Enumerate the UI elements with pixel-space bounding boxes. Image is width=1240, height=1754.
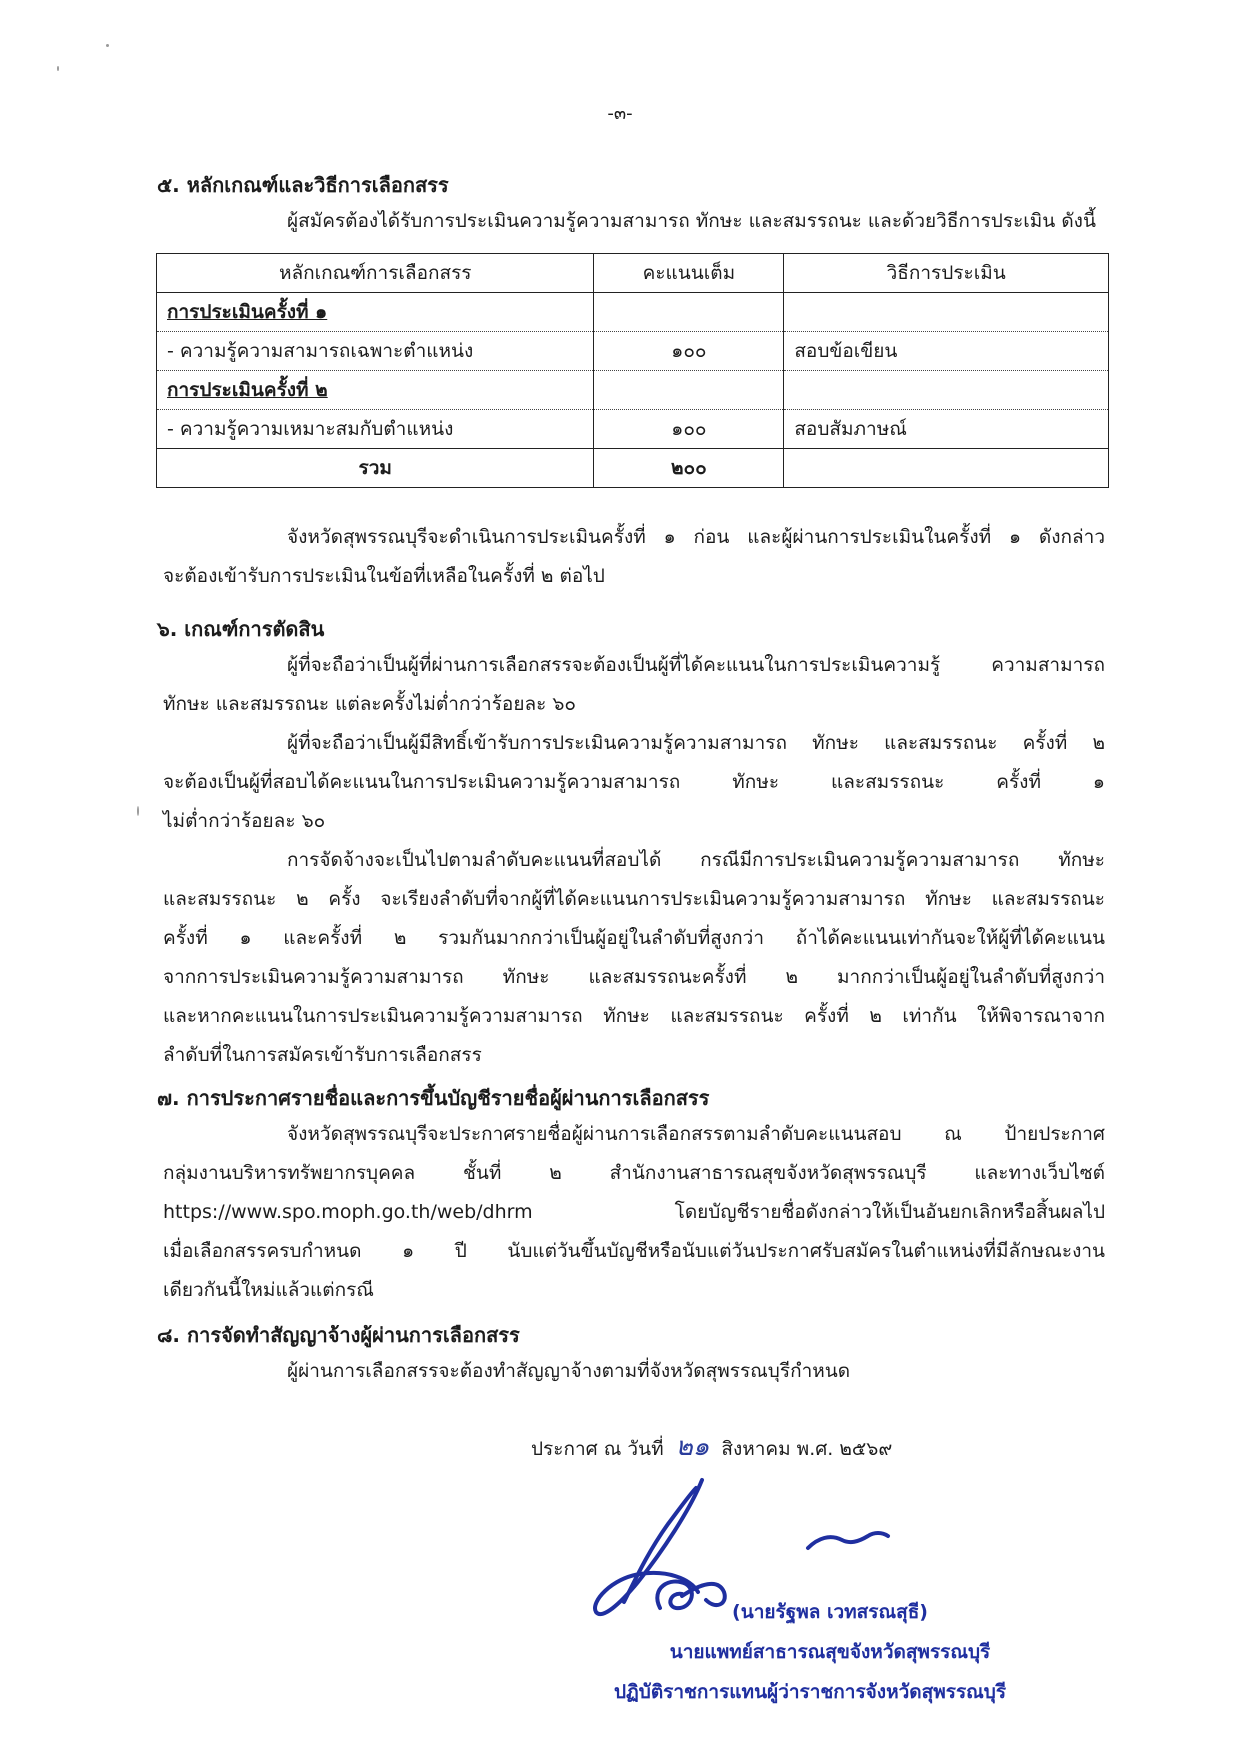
section-6-p3-line: จากการประเมินความรู้ความสามารถ ทักษะ และสมรรถนะครั้งที่ ๒ มากกว่าเป็นผู้อยู่ในลำดับที่สูงกว่า <box>163 966 1105 988</box>
section-7-line: เมื่อเลือกสรรครบกำหนด ๑ ปี นับแต่วันขึ้นบัญชีหรือนับแต่วันประกาศรับสมัครในตำแหน่งที่มีลักษณะงาน <box>163 1240 1105 1262</box>
method-cell <box>784 371 1109 410</box>
section-6-p3-line: ครั้งที่ ๑ และครั้งที่ ๒ รวมกันมากกว่าเป็นผู้อยู่ในลำดับที่สูงกว่า ถ้าได้คะแนนเท่ากันจะให้ผู้ที่ได้คะแนน <box>163 927 1105 949</box>
method-cell <box>784 293 1109 332</box>
section-6-p2-line: ไม่ต่ำกว่าร้อยละ ๖๐ <box>163 810 326 832</box>
round-1-label: การประเมินครั้งที่ ๑ <box>157 293 594 332</box>
scan-speck <box>57 66 59 71</box>
section-5-intro: ผู้สมัครต้องได้รับการประเมินความรู้ความสามารถ ทักษะ และสมรรถนะ และด้วยวิธีการประเมิน ดังนี้ <box>287 210 1096 232</box>
section-6-p2-line: ผู้ที่จะถือว่าเป็นผู้มีสิทธิ์เข้ารับการประเมินความรู้ความสามารถ ทักษะ และสมรรถนะ ครั้งที่ ๒ <box>287 732 1105 754</box>
scan-speck <box>106 44 109 47</box>
section-7-line: เดียวกันนี้ใหม่แล้วแต่กรณี <box>163 1279 374 1301</box>
section-5-heading: ๕. หลักเกณฑ์และวิธีการเลือกสรร <box>157 173 449 197</box>
table-header-row <box>157 254 1109 293</box>
section-6-p3-line: และสมรรถนะ ๒ ครั้ง จะเรียงลำดับที่จากผู้ที่ได้คะแนนการประเมินความรู้ความสามารถ ทักษะ และสมรรถนะ <box>163 888 1105 910</box>
section-6-heading: ๖. เกณฑ์การตัดสิน <box>157 617 325 641</box>
date-prefix: ประกาศ ณ วันที่ <box>531 1438 664 1460</box>
section-8-line: ผู้ผ่านการเลือกสรรจะต้องทำสัญญาจ้างตามที่จังหวัดสุพรรณบุรีกำหนด <box>287 1360 851 1382</box>
section-6-p3-line: ลำดับที่ในการสมัครเข้ารับการเลือกสรร <box>163 1044 482 1066</box>
scan-speck <box>137 806 139 816</box>
total-label: รวม <box>157 449 594 488</box>
section-5-note-line: จะต้องเข้ารับการประเมินในข้อที่เหลือในครั้งที่ ๒ ต่อไป <box>163 565 605 587</box>
section-8-heading: ๘. การจัดทำสัญญาจ้างผู้ผ่านการเลือกสรร <box>157 1323 520 1347</box>
score-cell <box>594 293 784 332</box>
table-row <box>157 410 1109 449</box>
criterion-cell: - ความรู้ความเหมาะสมกับตำแหน่ง <box>157 410 594 449</box>
table-row <box>157 332 1109 371</box>
section-6-p3-line: การจัดจ้างจะเป็นไปตามลำดับคะแนนที่สอบได้ กรณีมีการประเมินความรู้ความสามารถ ทักษะ <box>287 849 1105 871</box>
header-score: คะแนนเต็ม <box>594 254 784 293</box>
method-cell: สอบข้อเขียน <box>784 332 1109 371</box>
score-cell: ๑๐๐ <box>594 332 784 371</box>
table-row <box>157 293 1109 332</box>
criteria-table <box>156 253 1109 488</box>
round-2-label: การประเมินครั้งที่ ๒ <box>157 371 594 410</box>
signatory-position: นายแพทย์สาธารณสุขจังหวัดสุพรรณบุรี <box>669 1641 991 1663</box>
section-6-p3-line: และหากคะแนนในการประเมินความรู้ความสามารถ ทักษะ และสมรรถนะ ครั้งที่ ๒ เท่ากัน ให้พิจารณาจาก <box>163 1005 1105 1027</box>
announcement-date <box>531 1426 892 1467</box>
table-row <box>157 371 1109 410</box>
section-7-url-line: https://www.spo.moph.go.th/web/dhrm โดยบัญชีรายชื่อดังกล่าวให้เป็นอันยกเลิกหรือสิ้นผลไป <box>163 1201 1105 1223</box>
criterion-cell: - ความรู้ความสามารถเฉพาะตำแหน่ง <box>157 332 594 371</box>
date-suffix: สิงหาคม พ.ศ. ๒๕๖๙ <box>721 1438 893 1460</box>
section-6-p1-line: ผู้ที่จะถือว่าเป็นผู้ที่ผ่านการเลือกสรรจะต้องเป็นผู้ที่ได้คะแนนในการประเมินความรู้ ความสามารถ <box>287 654 1105 676</box>
total-score: ๒๐๐ <box>594 449 784 488</box>
header-criterion: หลักเกณฑ์การเลือกสรร <box>157 254 594 293</box>
total-method <box>784 449 1109 488</box>
method-cell: สอบสัมภาษณ์ <box>784 410 1109 449</box>
score-cell: ๑๐๐ <box>594 410 784 449</box>
score-cell <box>594 371 784 410</box>
header-method: วิธีการประเมิน <box>784 254 1109 293</box>
section-7-line: จังหวัดสุพรรณบุรีจะประกาศรายชื่อผู้ผ่านการเลือกสรรตามลำดับคะแนนสอบ ณ ป้ายประกาศ <box>287 1123 1105 1145</box>
section-6-p1-line: ทักษะ และสมรรถนะ แต่ละครั้งไม่ต่ำกว่าร้อยละ ๖๐ <box>163 693 577 715</box>
section-5-note-line: จังหวัดสุพรรณบุรีจะดำเนินการประเมินครั้งที่ ๑ ก่อน และผู้ผ่านการประเมินในครั้งที่ ๑ ดังกล่าว <box>287 526 1105 548</box>
section-7-heading: ๗. การประกาศรายชื่อและการขึ้นบัญชีรายชื่อผู้ผ่านการเลือกสรร <box>157 1086 710 1110</box>
page-number: -๓- <box>607 103 633 124</box>
signatory-acting-position: ปฏิบัติราชการแทนผู้ว่าราชการจังหวัดสุพรรณบุรี <box>613 1681 1007 1703</box>
signatory-name: (นายรัฐพล เวทสรณสุธี) <box>732 1601 928 1623</box>
section-7-line: กลุ่มงานบริหารทรัพยากรบุคคล ชั้นที่ ๒ สำนักงานสาธารณสุขจังหวัดสุพรรณบุรี และทางเว็บไซต์ <box>163 1162 1105 1184</box>
table-total-row <box>157 449 1109 488</box>
section-6-p2-line: จะต้องเป็นผู้ที่สอบได้คะแนนในการประเมินความรู้ความสามารถ ทักษะ และสมรรถนะ ครั้งที่ ๑ <box>163 771 1105 793</box>
handwritten-day: ๒๑ <box>675 1432 710 1462</box>
